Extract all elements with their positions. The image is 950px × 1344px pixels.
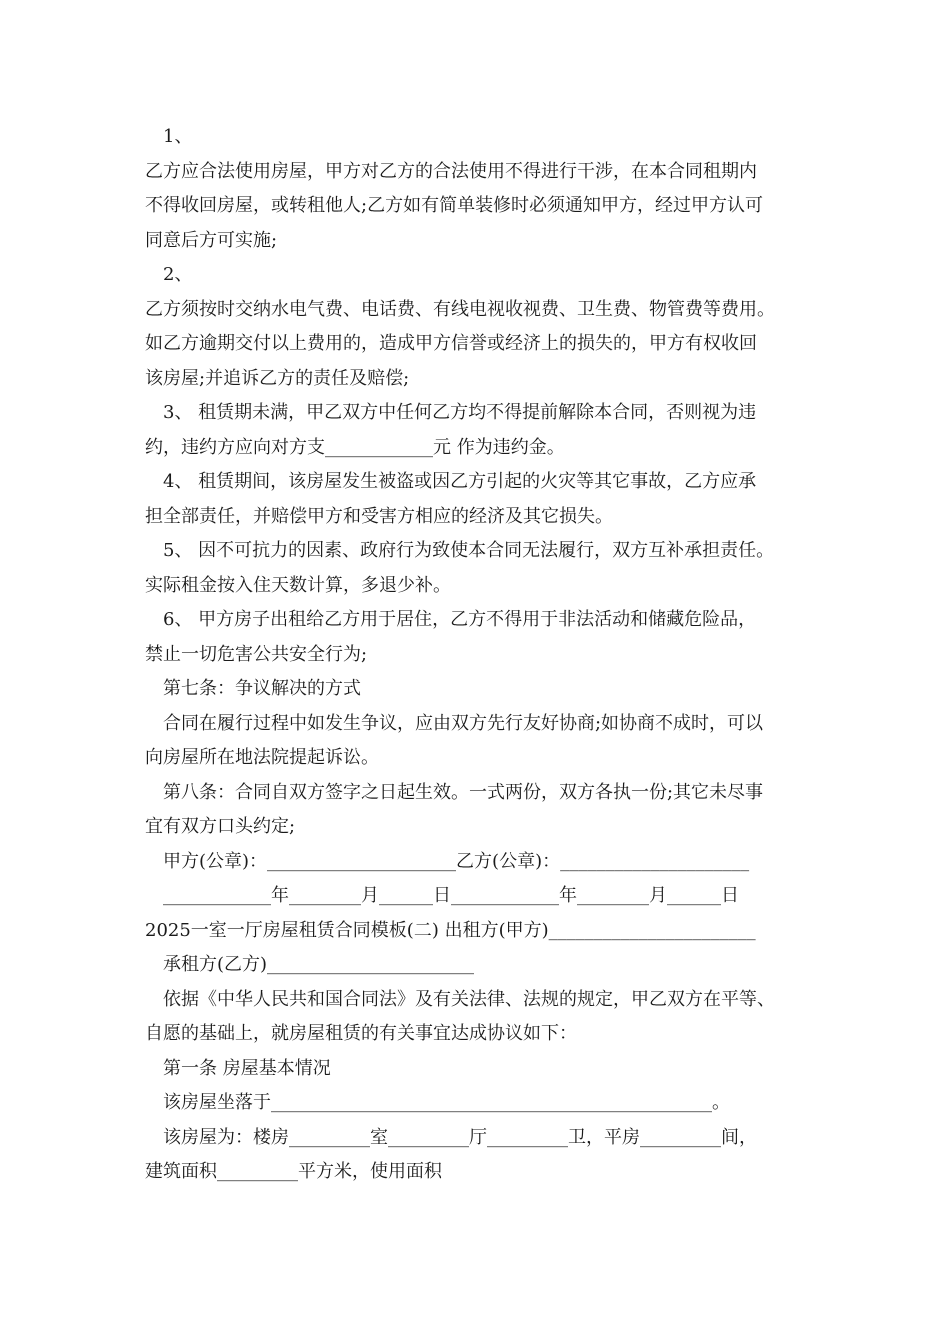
text-line: 向房屋所在地法院提起诉讼。 <box>145 747 379 768</box>
text-line: 5、 因不可抗力的因素、政府行为致使本合同无法履行，双方互补承担责任。 <box>163 540 775 561</box>
text-line: 约，违约方应向对方支____________元 作为违约金。 <box>145 436 565 458</box>
text-line: 该房屋坐落于_________________________________________________。 <box>163 1092 730 1113</box>
text-line: 同意后方可实施; <box>145 229 278 251</box>
text-line: 2025一室一厅房屋租赁合同模板(二) 出租方(甲方)_______________________ <box>145 919 756 941</box>
text-line: 宜有双方口头约定; <box>145 816 296 837</box>
text-line: 第八条：合同自双方签字之日起生效。一式两份，双方各执一份;其它未尽事 <box>163 781 764 803</box>
text-line: 乙方应合法使用房屋，甲方对乙方的合法使用不得进行干涉，在本合同租期内 <box>145 160 757 182</box>
document-page <box>145 120 815 1190</box>
text-line: ____________年________月______日____________年________月______日 <box>163 885 739 906</box>
text-line: 合同在履行过程中如发生争议，应由双方先行友好协商;如协商不成时，可以 <box>163 712 764 734</box>
text-line: 第七条：争议解决的方式 <box>163 678 361 699</box>
text-line: 如乙方逾期交付以上费用的，造成甲方信誉或经济上的损失的，甲方有权收回 <box>145 333 757 354</box>
text-line: 承租方(乙方)_______________________ <box>163 954 475 975</box>
text-line: 该房屋为：楼房_________室_________厅_________卫，平房_________间， <box>163 1126 757 1148</box>
text-line: 实际租金按入住天数计算，多退少补。 <box>145 574 451 596</box>
text-line: 建筑面积_________平方米，使用面积 <box>145 1161 442 1182</box>
text-line: 该房屋;并追诉乙方的责任及赔偿; <box>145 367 410 389</box>
text-line: 1、 <box>163 126 193 147</box>
text-line: 担全部责任，并赔偿甲方和受害方相应的经济及其它损失。 <box>145 505 613 527</box>
text-line: 依据《中华人民共和国合同法》及有关法律、法规的规定，甲乙双方在平等、 <box>163 988 775 1010</box>
text-line: 第一条 房屋基本情况 <box>163 1057 331 1079</box>
text-line: 自愿的基础上，就房屋租赁的有关事宜达成协议如下： <box>145 1023 577 1044</box>
text-line: 2、 <box>163 264 193 285</box>
text-line: 不得收回房屋，或转租他人;乙方如有简单装修时必须通知甲方，经过甲方认可 <box>145 195 764 216</box>
text-line: 4、 租赁期间，该房屋发生被盗或因乙方引起的火灾等其它事故，乙方应承 <box>163 471 757 492</box>
text-line: 禁止一切危害公共安全行为; <box>145 643 368 665</box>
text-line: 6、 甲方房子出租给乙方用于居住，乙方不得用于非法活动和储藏危险品， <box>163 609 757 630</box>
text-line: 乙方须按时交纳水电气费、电话费、有线电视收视费、卫生费、物管费等费用。 <box>145 298 775 320</box>
text-line: 甲方(公章)：_____________________乙方(公章)：_____________________ <box>163 850 750 872</box>
text-line: 3、 租赁期未满，甲乙双方中任何乙方均不得提前解除本合同，否则视为违 <box>163 402 757 423</box>
